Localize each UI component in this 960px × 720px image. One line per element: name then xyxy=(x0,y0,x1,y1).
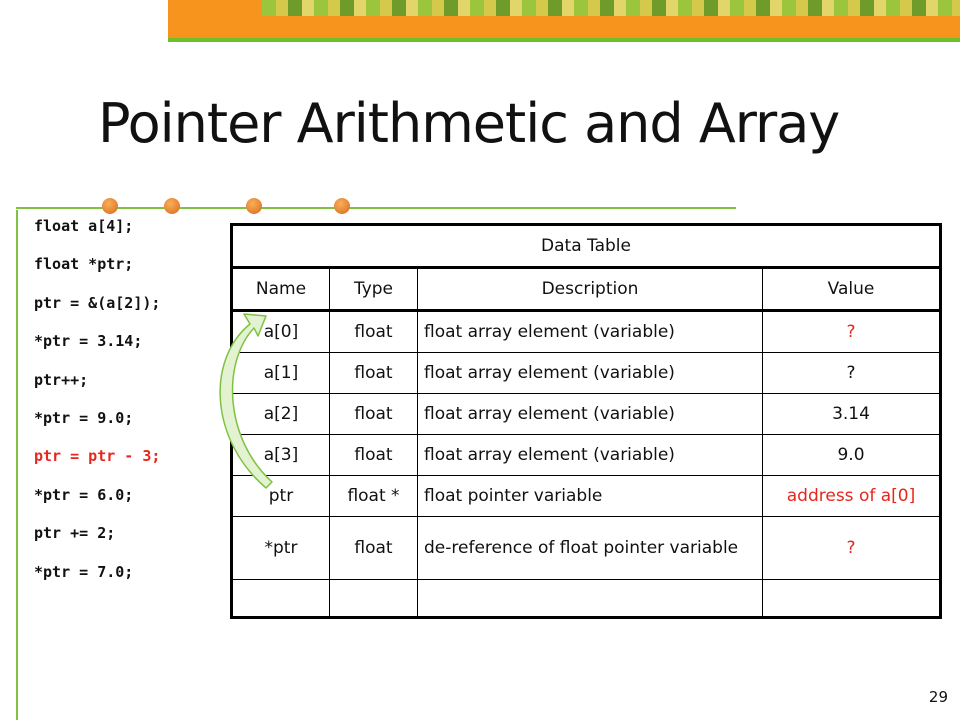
column-header-type: Type xyxy=(330,268,418,311)
cell-description: de-reference of float pointer variable xyxy=(418,517,763,580)
cell-name: a[1] xyxy=(232,353,330,394)
cell-type: float xyxy=(330,435,418,476)
code-line: *ptr = 6.0; xyxy=(34,485,134,504)
cell-value: 9.0 xyxy=(763,435,941,476)
cell-description: float array element (variable) xyxy=(418,394,763,435)
cell-type: float * xyxy=(330,476,418,517)
code-line: *ptr = 3.14; xyxy=(34,332,143,351)
code-line: *ptr = 7.0; xyxy=(34,562,134,581)
cell-description: float array element (variable) xyxy=(418,311,763,353)
page-number: 29 xyxy=(928,688,948,706)
cell-description: float array element (variable) xyxy=(418,435,763,476)
cell-value: address of a[0] xyxy=(763,476,941,517)
code-line: ptr += 2; xyxy=(34,524,116,543)
cell-description: float array element (variable) xyxy=(418,353,763,394)
cell-value: ? xyxy=(763,311,941,353)
column-header-value: Value xyxy=(763,268,941,311)
slide-title: Pointer Arithmetic and Array xyxy=(98,92,840,155)
code-line-highlighted: ptr = ptr - 3; xyxy=(34,447,161,466)
cell-name: a[0] xyxy=(232,311,330,353)
cell-value: ? xyxy=(763,353,941,394)
cell-type: float xyxy=(330,311,418,353)
table-caption: Data Table xyxy=(232,225,941,268)
column-header-name: Name xyxy=(232,268,330,311)
cell-type: float xyxy=(330,394,418,435)
code-line: float a[4]; xyxy=(34,217,134,235)
cell-value: ? xyxy=(763,517,941,580)
code-line: *ptr = 9.0; xyxy=(34,408,134,427)
cell-name: ptr xyxy=(232,476,330,517)
cell-type: float xyxy=(330,517,418,580)
code-line: ptr = &(a[2]); xyxy=(34,293,161,312)
cell-value: 3.14 xyxy=(763,394,941,435)
cell-name: a[2] xyxy=(232,394,330,435)
cell-description: float pointer variable xyxy=(418,476,763,517)
cell-type: float xyxy=(330,353,418,394)
code-line: ptr++; xyxy=(34,370,89,389)
cell-name: a[3] xyxy=(232,435,330,476)
column-header-description: Description xyxy=(418,268,763,311)
cell-name: *ptr xyxy=(232,517,330,580)
code-line: float *ptr; xyxy=(34,255,134,274)
